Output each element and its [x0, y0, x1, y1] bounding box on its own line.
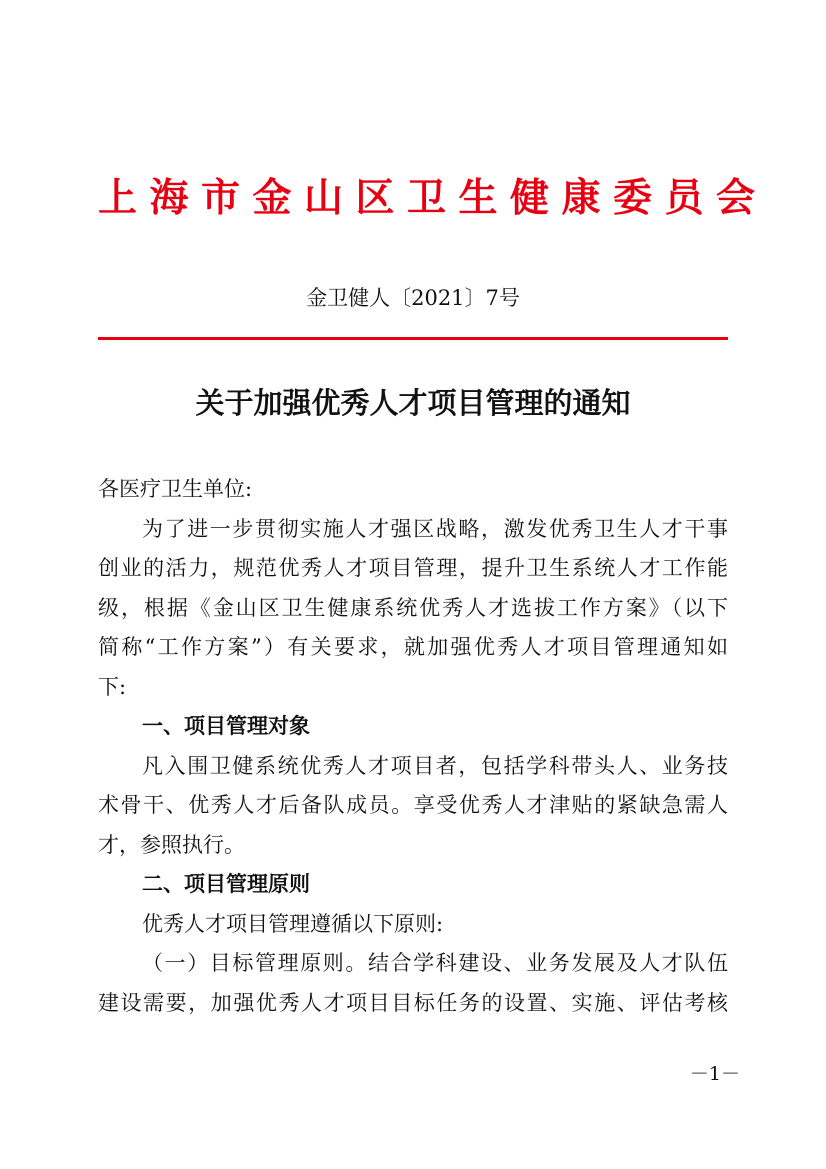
paragraph-line: 建设需要，加强优秀人才项目目标任务的设置、实施、评估考核: [98, 990, 728, 1015]
section-heading: 二、项目管理原则: [142, 872, 310, 896]
section-heading: 一、项目管理对象: [142, 714, 310, 738]
red-separator-rule: [98, 337, 728, 340]
paragraph-line: 才，参照执行。: [98, 832, 245, 857]
paragraph-line: 为了进一步贯彻实施人才强区战略，激发优秀卫生人才干事: [142, 516, 728, 541]
issuing-organization-header: 上海市金山区卫生健康委员会: [98, 175, 768, 221]
paragraph-line: 简称“工作方案”）有关要求，就加强优秀人才项目管理通知如: [98, 635, 728, 659]
paragraph-line: 术骨干、优秀人才后备队成员。享受优秀人才津贴的紧缺急需人: [98, 793, 728, 817]
paragraph-line: 级，根据《金山区卫生健康系统优秀人才选拔工作方案》（以下: [98, 595, 728, 620]
document-body: [98, 470, 728, 1023]
document-title: 关于加强优秀人才项目管理的通知: [195, 386, 631, 420]
salutation: 各医疗卫生单位:: [98, 477, 253, 501]
paragraph-line: 下:: [98, 674, 127, 699]
document-number: 金卫健人〔2021〕7号: [306, 286, 520, 310]
paragraph-line: 创业的活力，规范优秀人才项目管理，提升卫生系统人才工作能: [98, 556, 728, 580]
paragraph-line: 凡入围卫健系统优秀人才项目者，包括学科带头人、业务技: [142, 753, 728, 778]
paragraph-line: 优秀人才项目管理遵循以下原则:: [142, 911, 444, 936]
page-number: －1－: [689, 1063, 740, 1085]
paragraph-line: （一）目标管理原则。结合学科建设、业务发展及人才队伍: [142, 951, 728, 975]
